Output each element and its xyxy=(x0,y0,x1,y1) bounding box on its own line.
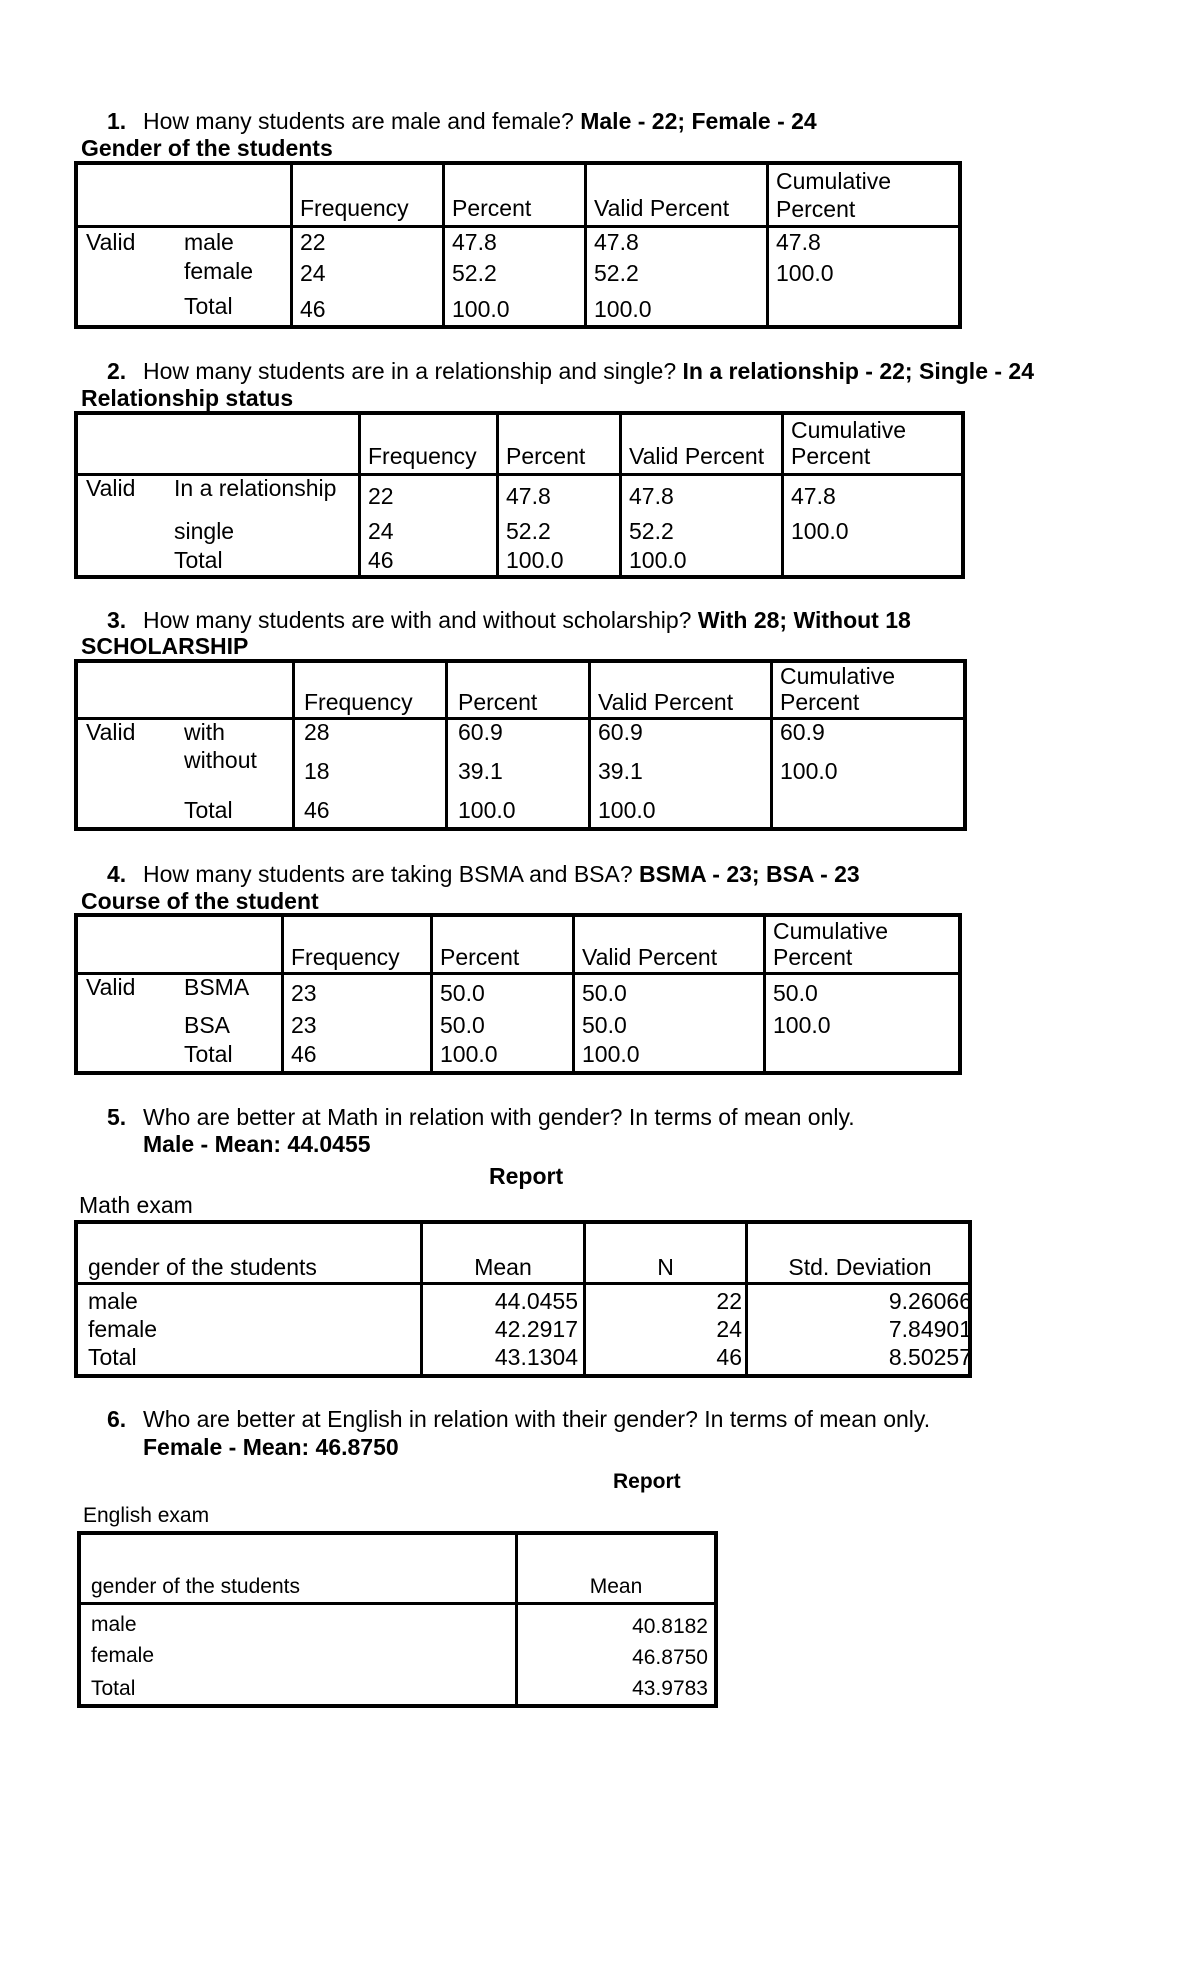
report-table-english xyxy=(77,1531,718,1708)
header-valid-percent: Valid Percent xyxy=(582,944,718,970)
cell-mean: 40.8182 xyxy=(632,1615,708,1638)
cell-mean: 44.0455 xyxy=(494,1288,578,1314)
question-number: 3. xyxy=(107,607,127,633)
cell-percent: 47.8 xyxy=(506,483,551,509)
header-cumulative: Cumulative xyxy=(791,417,907,443)
header-cumulative: Cumulative xyxy=(780,663,896,689)
report-title: Report xyxy=(489,1163,564,1189)
cell-std-deviation: 8.50257 xyxy=(888,1344,972,1370)
cell-percent: 100.0 xyxy=(458,797,516,823)
question-1 xyxy=(107,108,817,135)
cell-valid-percent: 39.1 xyxy=(598,758,643,784)
cell-valid-percent: 60.9 xyxy=(598,719,643,745)
cell-cumulative-percent: 100.0 xyxy=(773,1012,831,1038)
question-number: 2. xyxy=(107,358,127,384)
cell-percent: 50.0 xyxy=(440,980,485,1006)
header-valid-percent: Valid Percent xyxy=(598,689,734,715)
cell-cumulative-percent: 100.0 xyxy=(776,260,834,286)
question-6 xyxy=(107,1406,930,1433)
valid-label: Valid xyxy=(86,974,136,1000)
cell-frequency: 46 xyxy=(368,547,394,573)
cell-mean: 43.9783 xyxy=(632,1677,708,1700)
cell-frequency: 46 xyxy=(291,1041,317,1067)
question-2 xyxy=(107,358,1034,385)
header-frequency: Frequency xyxy=(368,443,477,469)
header-std-deviation: Std. Deviation xyxy=(788,1254,932,1280)
cell-valid-percent: 47.8 xyxy=(629,483,674,509)
question-answer: In a relationship - 22; Single - 24 xyxy=(682,358,1035,384)
question-text: How many students are male and female? xyxy=(143,108,574,134)
row-label: Total xyxy=(184,797,233,823)
cell-frequency: 46 xyxy=(304,797,330,823)
cell-percent: 52.2 xyxy=(452,260,497,286)
frequency-table-relationship xyxy=(74,411,965,579)
header-cumulative-percent: Percent xyxy=(780,689,860,715)
report-table-math xyxy=(74,1220,972,1378)
row-label: male xyxy=(88,1288,138,1314)
header-cumulative-percent: Percent xyxy=(791,443,871,469)
header-valid-percent: Valid Percent xyxy=(629,443,765,469)
valid-label: Valid xyxy=(86,719,136,745)
row-label: female xyxy=(91,1644,155,1667)
cell-percent: 47.8 xyxy=(452,229,497,255)
cell-frequency: 28 xyxy=(304,719,330,745)
table-caption: Math exam xyxy=(79,1192,193,1218)
row-label: Total xyxy=(88,1344,137,1370)
cell-mean: 42.2917 xyxy=(494,1316,578,1342)
cell-valid-percent: 100.0 xyxy=(598,797,656,823)
header-group: gender of the students xyxy=(91,1575,300,1598)
cell-cumulative-percent: 100.0 xyxy=(791,518,849,544)
question-number: 6. xyxy=(107,1406,127,1432)
frequency-table-gender xyxy=(74,161,962,329)
cell-percent: 50.0 xyxy=(440,1012,485,1038)
header-valid-percent: Valid Percent xyxy=(594,195,730,221)
cell-cumulative-percent: 47.8 xyxy=(776,229,821,255)
valid-label: Valid xyxy=(86,475,136,501)
cell-valid-percent: 52.2 xyxy=(594,260,639,286)
question-answer: Female - Mean: 46.8750 xyxy=(143,1434,399,1460)
question-answer: Male - Mean: 44.0455 xyxy=(143,1131,371,1157)
table-title: Course of the student xyxy=(81,888,319,914)
header-percent: Percent xyxy=(506,443,586,469)
header-percent: Percent xyxy=(452,195,532,221)
question-5 xyxy=(107,1104,855,1131)
cell-std-deviation: 7.84901 xyxy=(888,1316,972,1342)
cell-frequency: 18 xyxy=(304,758,330,784)
valid-label: Valid xyxy=(86,229,136,255)
cell-percent: 60.9 xyxy=(458,719,503,745)
row-label: Total xyxy=(184,1041,233,1067)
cell-valid-percent: 47.8 xyxy=(594,229,639,255)
cell-percent: 100.0 xyxy=(506,547,564,573)
cell-frequency: 24 xyxy=(300,260,326,286)
question-text: Who are better at Math in relation with gender? In terms of mean only. xyxy=(143,1104,855,1130)
row-label: Total xyxy=(174,547,223,573)
header-cumulative-percent: Percent xyxy=(776,196,856,222)
header-cumulative-percent: Percent xyxy=(773,944,853,970)
cell-percent: 52.2 xyxy=(506,518,551,544)
table-title: Relationship status xyxy=(81,385,294,411)
cell-mean: 43.1304 xyxy=(494,1344,578,1370)
header-group: gender of the students xyxy=(88,1254,317,1280)
row-label: Total xyxy=(184,293,233,319)
cell-cumulative-percent: 50.0 xyxy=(773,980,818,1006)
row-label: without xyxy=(184,747,257,773)
cell-n: 46 xyxy=(716,1344,742,1370)
report-title: Report xyxy=(613,1470,681,1493)
frequency-table-scholarship xyxy=(74,659,967,831)
cell-cumulative-percent: 47.8 xyxy=(791,483,836,509)
row-label: In a relationship xyxy=(174,475,337,501)
header-frequency: Frequency xyxy=(304,689,413,715)
header-cumulative: Cumulative xyxy=(776,168,892,194)
question-answer: Male - 22; Female - 24 xyxy=(580,108,817,134)
cell-valid-percent: 100.0 xyxy=(582,1041,640,1067)
header-mean: Mean xyxy=(589,1575,643,1598)
cell-frequency: 22 xyxy=(300,229,326,255)
cell-percent: 100.0 xyxy=(452,296,510,322)
row-label: female xyxy=(184,258,254,284)
cell-valid-percent: 100.0 xyxy=(629,547,687,573)
question-answer: BSMA - 23; BSA - 23 xyxy=(639,861,860,887)
question-text: Who are better at English in relation with their gender? In terms of mean only. xyxy=(143,1406,931,1432)
cell-n: 24 xyxy=(716,1316,742,1342)
question-number: 4. xyxy=(107,861,127,887)
cell-frequency: 24 xyxy=(368,518,394,544)
row-label: male xyxy=(91,1613,137,1636)
row-label: BSMA xyxy=(184,974,250,1000)
header-cumulative: Cumulative xyxy=(773,918,889,944)
question-text: How many students are taking BSMA and BSA? xyxy=(143,861,633,887)
cell-valid-percent: 100.0 xyxy=(594,296,652,322)
cell-frequency: 23 xyxy=(291,980,317,1006)
table-caption: English exam xyxy=(83,1504,210,1527)
header-mean: Mean xyxy=(474,1254,532,1280)
cell-n: 22 xyxy=(716,1288,742,1314)
table-title: SCHOLARSHIP xyxy=(81,633,249,659)
row-label: Total xyxy=(91,1677,136,1700)
cell-valid-percent: 52.2 xyxy=(629,518,674,544)
row-label: with xyxy=(184,719,225,745)
question-number: 5. xyxy=(107,1104,127,1130)
frequency-table-course xyxy=(74,913,962,1075)
cell-frequency: 22 xyxy=(368,483,394,509)
question-answer: With 28; Without 18 xyxy=(697,607,911,633)
row-label: female xyxy=(88,1316,158,1342)
cell-frequency: 23 xyxy=(291,1012,317,1038)
cell-cumulative-percent: 60.9 xyxy=(780,719,825,745)
row-label: male xyxy=(184,229,234,255)
header-frequency: Frequency xyxy=(291,944,400,970)
question-number: 1. xyxy=(107,108,127,134)
question-text: How many students are in a relationship and single? xyxy=(143,358,677,384)
question-4 xyxy=(107,861,860,888)
cell-valid-percent: 50.0 xyxy=(582,980,627,1006)
cell-frequency: 46 xyxy=(300,296,326,322)
cell-cumulative-percent: 100.0 xyxy=(780,758,838,784)
row-label: single xyxy=(174,518,235,544)
table-title: Gender of the students xyxy=(81,135,333,161)
header-n: N xyxy=(657,1254,674,1280)
cell-valid-percent: 50.0 xyxy=(582,1012,627,1038)
header-percent: Percent xyxy=(458,689,538,715)
question-3 xyxy=(107,607,911,634)
question-text: How many students are with and without scholarship? xyxy=(143,607,692,633)
cell-percent: 39.1 xyxy=(458,758,503,784)
cell-mean: 46.8750 xyxy=(632,1646,708,1669)
header-percent: Percent xyxy=(440,944,520,970)
cell-percent: 100.0 xyxy=(440,1041,498,1067)
cell-std-deviation: 9.26066 xyxy=(888,1288,972,1314)
row-label: BSA xyxy=(184,1012,231,1038)
header-frequency: Frequency xyxy=(300,195,409,221)
